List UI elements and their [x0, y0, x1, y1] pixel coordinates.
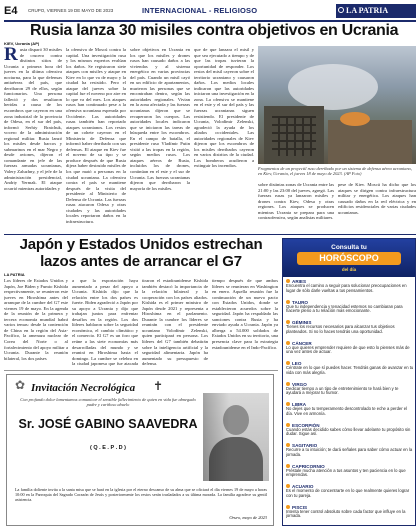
sign-text: Dedicar tiempo a un tipo de entretenimiento te hará bien y te ayudará a mejorar tu humor.	[286, 385, 399, 396]
article1-text-4: que de que lanzara el misil y que sea ejecutado a tiempo y de que las tropas tuvieran la oportunidad de responder. Los restos del misil cayeron sobre el territorio ucraniano y causaron daños. Los medios locales indicaron que las autoridades iniciaron una investigación en la zona. La ofensiva se mantiene en el este y el sur del país y las fuerzas ucranianas siguen resistiendo. El presidente de Ucrania, Volodímir Zelenski, agradeció la ayuda de los aliados occidentales. Las autoridades regionales de Kiev dijeron que los escombros de los misiles derribados cayeron en varios distritos de la ciudad. Los bomberos acudieron a extinguir los incendios.	[194, 47, 254, 169]
sign-name: SAGITARIO	[286, 443, 414, 448]
qepd-label: ( Q . E . P . D )	[90, 445, 126, 451]
sign-text: Encuentra el camino a seguir para solucionar preocupaciones en lugar de sólo darle vueltas a tus pensamientos.	[286, 283, 407, 293]
deceased-name: Sr. JOSÉ GABINO SAAVEDRA	[18, 417, 198, 431]
obituary-divider	[4, 370, 278, 371]
sign-escorpion	[286, 423, 414, 444]
horoscope-box	[282, 238, 416, 526]
obituary-body: La familia doliente invita a la santa misa que se hará en la iglesia por el eterno descanso de su alma que se oficiará el día viernes 19 de mayo a horas 10:00 en la Parroquia del Sagrado Corazón de Jesús y posteriormente los restos serán trasladados a su última morada. La familia agradece su gentil asistencia.	[15, 487, 267, 503]
article1-column-2	[66, 47, 126, 233]
sign-name: CAPRICORNIO	[286, 464, 414, 469]
article2-column-2	[72, 278, 138, 368]
headline-japan-usa: Japón y Estados Unidos estrechan lazos antes de arrancar el G7	[19, 236, 263, 270]
article2-column-4	[212, 278, 278, 368]
sign-name: LIBRA	[286, 402, 414, 407]
obituary-title: Invitación Necrológica	[31, 382, 136, 394]
article2-text-4: tiempo después de que ambos líderes se reunieran en Washington en enero. Aquella reunión fue la continuación de un nuevo pacto con Estados Unidos, donde se establecieron acuerdos sobre la seguridad. Japón ha respaldado las sanciones contra Rusia y ha enviado ayuda a Ucrania. Japón ya alberga a 54.000 soldados de Estados Unidos en su territorio, una presencia clave para la estrategia estadounidense en el Indo-Pacífico.	[212, 278, 278, 350]
sign-acuario	[286, 484, 414, 505]
deceased-photo	[203, 393, 269, 481]
article1-text-1: usia disparó 30 misiles de crucero contra distintos sitios de Ucrania a primera hora del jueves en la última ofensiva nocturna, para la que defensas antiaéreas del país, que derribaron 29 de ellos, según funcionarios. Una persona falleció y dos resultaron heridas a causa de los escombros que cayeron en una zona industrial de la provincia de Odesa, en el sur del país, informó Serhiy Bratchuk, vocero de la administración regional militar. Rusia lanzó los misiles desde barcos y submarinos en el mar Negro y desde aviones, dijeron el comandante en jefe de las fuerzas armadas ucranianas, Valery Zaluzhny, y el jefe de la administración presidencial, Andriy Yermak. El ataque ocurrió mientras autoridades y	[4, 47, 62, 191]
photo-building-right	[328, 120, 412, 164]
photo-kiev-smoke	[258, 46, 416, 164]
sign-text: Que tu independencia y tenacidad estemos no cambiaran para hacerte pleno a tu relación más emocionante.	[286, 303, 403, 314]
section-title: INTERNACIONAL - RELIGIOSO	[142, 6, 258, 15]
sign-cancer	[286, 341, 414, 362]
sign-sagitario	[286, 443, 414, 464]
sign-libra	[286, 402, 414, 423]
article1-text-6: pese de Kiev. Moscú ha dicho que los ataques se dirigen contra infraestructura militar y energética. Los ataques han causado daños en la red eléctrica y en edificios residenciales de varias ciudades ucranianas.	[338, 182, 416, 215]
sign-text: Tienes los recursos necesarios para alcanzar tus objetivos planteados. Si no lo haces tendrás una oportunidad.	[286, 324, 395, 334]
sign-text: No dejes que tu temperamento descontrolado te eche a perder el día. Vive en armonía.	[286, 406, 408, 416]
article1-text-5: sobre distintas zonas de Ucrania entre las 21:00 y las 23:00 del jueves, agregó. Las fuerzas rusas ya lanzaron misiles y drones contra Kiev, Odesa y otras regiones. Los ataques se producen mientras Ucrania se prepara para una contraofensiva, según analistas militares.	[258, 182, 334, 221]
newspaper-logo	[336, 4, 416, 18]
sign-geminis	[286, 320, 414, 341]
article2-text-3: tiraron el estadounidense Kishida también destacó la importancia de la relación bilateral y la cooperación con los países aliados. Kishida es el primer ministro de Japón desde 2021 y representa a Hiroshima en el parlamento. Durante la cumbre los líderes se reunirán con el presidente ucraniano Volodímir Zelenski, quien participará en persona. Los líderes del G7 también debatirán sobre la inteligencia artificial y la seguridad alimentaria. Japón ha aumentado su presupuesto de defensa.	[142, 278, 208, 367]
horoscope-subtitle: del día	[341, 267, 357, 272]
logo-text: LA PATRIA	[346, 6, 389, 15]
sign-name: CÁNCER	[286, 341, 414, 346]
horoscope-consult: Consulta tu	[331, 244, 367, 251]
article1-column-3	[130, 47, 190, 233]
article1-text-2: la ofensiva de Moscú contra la capital. Una investigación rusa y los mismos expertos evalúan los daños. Se registraron siete ataques con misiles y ataque en Kiev en lo que va de mayo y la ciudad ha resistido. Pero el ataque del jueves sobre la capital fue el noveno por aire en lo que va del mes. Los ataques rusos han continuado pese a la ofensiva ucraniana esperada por Occidente. Las autoridades rusas también han reportado ataques ucranianos. Los restos de un cohete cayeron en el Ministerio de Defensa que informó haber derribado con sus defensas. El ataque en Kiev fue el noveno de su tipo y se produce después de que Rusia dijera haber destruido misiles de los que mató a personas en la ciudad ucraniana. La ofensiva contra el país se mantiene después de la visita del presidente al Ministerio de Defensa de Ucrania. Las fuerzas rusas atacaron Odesa y otras ciudades y las autoridades locales reportaron daños en la infraestructura.	[66, 47, 126, 224]
sign-text: Intenta tener control absoluto sobre cada factor que influye en la jornada.	[286, 508, 406, 519]
sign-virgo	[286, 382, 414, 403]
sign-text: Recurre a tu intuición; te dará señales para saber cómo actuar en la jornada.	[286, 447, 413, 457]
horoscope-title: HORÓSCOPO	[297, 252, 401, 265]
page-number: E4	[4, 5, 18, 17]
sign-piscis	[286, 505, 414, 526]
issue-date: CRUPO, VIERNES 19 DE MAYO DE 2023	[28, 8, 114, 13]
sign-leo	[286, 361, 414, 382]
obituary-signature: Oruro, mayo de 2023	[229, 515, 267, 520]
sign-tauro	[286, 300, 414, 321]
logo-globe-icon	[338, 7, 344, 13]
photo-caption: Fragmentos de un proyectil ruso derribado por un sistema de defensa aérea ucraniano, en Kiev, Ucrania, el jueves 18 de mayo de 2023. (AP Foto)	[258, 166, 412, 177]
sign-text: Es el momento de concentrarte en lo que realmente quieres lograr con tu pareja.	[286, 488, 410, 498]
obituary-intro: Con profundo dolor lamentamos comunicar el sensible fallecimiento de quien en vida fue abnegado padre y cariñoso abuelo	[20, 397, 196, 408]
sign-name: ESCORPIÓN	[286, 423, 414, 428]
article2-column-3	[142, 278, 208, 368]
sign-name: GÉMINIS	[286, 320, 414, 325]
section-divider	[4, 234, 416, 235]
photo-smoke-shape	[288, 64, 378, 110]
byline-russia: KIEV, Ucrania (AP)	[4, 41, 40, 46]
obituary-box	[6, 374, 274, 526]
article1-column-6	[338, 182, 416, 233]
horoscope-banner	[283, 239, 415, 277]
drop-cap: R	[4, 47, 18, 65]
article2-text-2: a que la exportación haya aumentado a pesar del apoyo a Ucrania. Kishida dijo que la relación entre los dos países es fuerte. Biden agradeció a Japón por su apoyo a Ucrania y dijo que trabajan juntos para enfrentar desafíos en la región. Los dos líderes hablaron sobre la seguridad económica, el cambio climático y el comercio. El G7 es un foro que reúne a las siete economías más desarrolladas del mundo y se reunirá en Hiroshima hasta el domingo. La cumbre se celebra en la ciudad japonesa que fue atacada	[72, 278, 138, 367]
photo-windows	[272, 116, 316, 156]
photo-fire-glow	[340, 112, 370, 126]
headline-russia: Rusia lanza 30 misiles contra objetivos en Ucrania	[30, 22, 399, 39]
sign-name: TAURO	[286, 300, 414, 305]
sign-name: ACUARIO	[286, 484, 414, 489]
sign-aries	[286, 279, 414, 300]
byline-japan-usa: LA PATRIA	[4, 272, 25, 277]
sign-text: Préstale mucha atención a tus asuntos y ten paciencia en lo que emprendas.	[286, 467, 406, 478]
article2-text-1: Los líderes de Estados Unidos y Japón, Joe Biden y Fumio Kishida respectivamente, se reunieron este jueves en Hiroshima antes del arranque de la cumbre del G7 este viernes 19 de mayo. En la agenda de la reunión de la primera y tercera economía mundial habrá varios temas: desde la contención de China en la región del Asia-Pacífico, la amenaza nuclear de Corea del Norte o al fortalecimiento del apoyo militar a Ucrania. Durante la reunión bilateral, los dos países	[4, 278, 68, 361]
article1-column-1	[4, 47, 62, 233]
cross-icon: ✝	[153, 379, 164, 393]
page-header	[4, 4, 416, 20]
sign-name: ARIES	[286, 279, 414, 284]
sign-name: VIRGO	[286, 382, 414, 387]
horoscope-signs	[286, 279, 414, 525]
sign-name: PISCIS	[286, 505, 414, 510]
sign-text: Lo que quieres emprender requiere de que esto lo pienses más de una vez antes de actuar.	[286, 344, 410, 355]
photo-shade	[203, 393, 269, 481]
article1-column-5	[258, 182, 334, 233]
article1-text-3: sobre objetivos en Ucrania en los que los misiles y drones rusos han causado daños a las viviendas y al sistema energético en varias provincias del país. Cuando un misil cayó en un edificio de apartamentos, murieron las personas que se encontraban dentro, según las autoridades regionales. Vivian en la zona afectada y las fuerzas ucranianas dijeron que se recuperaron los cuerpos. Las autoridades locales indicaron que se iniciaron las tareas de búsqueda entre los escombros. En el campo de batalla, el presidente ruso Vladímir Putin visitó a las tropas en la región, según medios rusos. Los ataques aéreos de Rusia, incluidos los de drones, continúan en el este y el sur de Ucrania. Las fuerzas ucranianas dijeron que derribaron la mayoría de los misiles.	[130, 47, 190, 191]
sign-text: Céntrate en lo que sí puedes hacer. Tendrás ganas de avanzar en tu vida con más alegría.	[286, 365, 414, 375]
article1-column-4	[194, 47, 254, 233]
article2-column-1	[4, 278, 68, 368]
sign-name: LEO	[286, 361, 414, 366]
sign-text: Cuando estás decidido sabes cómo llevar adelante tu propósito sin dudar. Sigue así.	[286, 426, 411, 437]
sign-capricornio	[286, 464, 414, 485]
flower-icon: ✿	[15, 378, 26, 392]
